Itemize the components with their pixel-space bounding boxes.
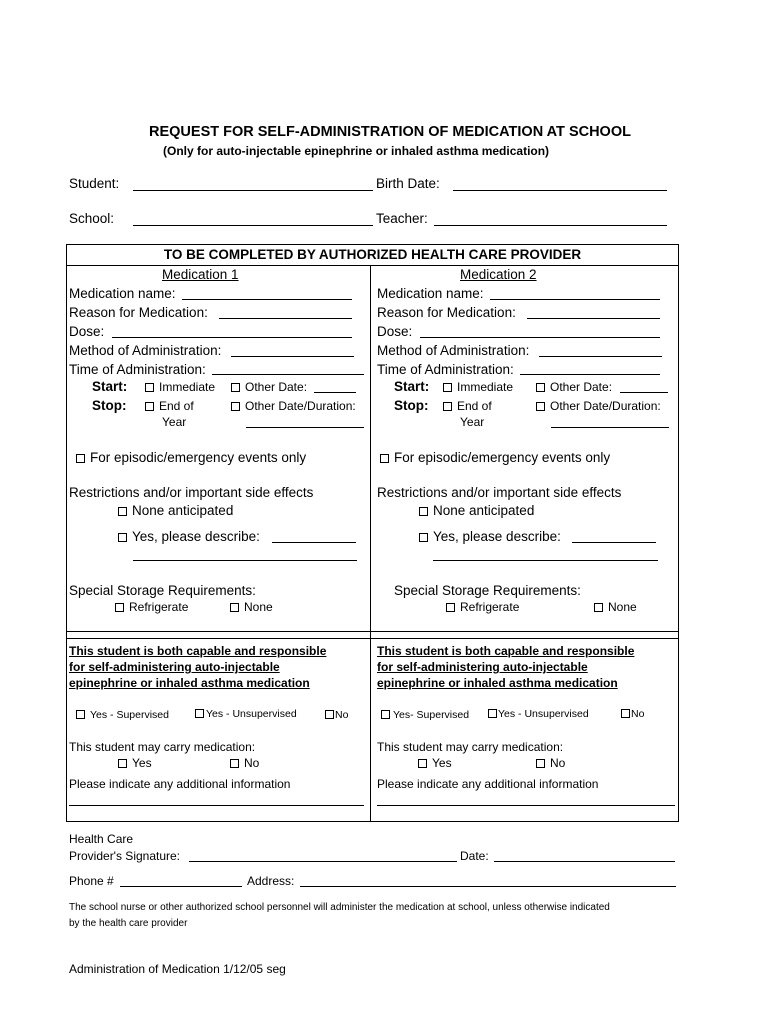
med2-refrigerate-option[interactable] — [446, 600, 519, 614]
med2-immediate-option[interactable] — [443, 380, 513, 394]
checkbox-icon[interactable] — [145, 402, 154, 411]
col1-carry-yes-option[interactable] — [118, 756, 152, 770]
phone-label: Phone # — [69, 874, 114, 888]
col1-no-label: No — [335, 709, 349, 721]
checkbox-icon[interactable] — [231, 402, 240, 411]
page-subtitle: (Only for auto-injectable epinephrine or inhaled asthma medication) — [163, 144, 550, 158]
med2-restrictions-label: Restrictions and/or important side effects — [377, 485, 622, 500]
double-rule-bottom — [66, 638, 679, 639]
capable-statement-2-line2: for self-administering auto-injectable — [377, 660, 588, 674]
med1-end-of-year-option[interactable] — [145, 399, 194, 413]
med2-time-label: Time of Administration: — [377, 362, 514, 377]
med1-yes-describe-option[interactable] — [118, 529, 260, 545]
med1-none-anticipated-option[interactable] — [118, 503, 233, 519]
med1-none-option[interactable] — [230, 600, 273, 614]
health-care-label: Health Care — [69, 832, 134, 846]
capable-statement-2-line1: This student is both capable and responsible — [377, 644, 635, 658]
med1-other-duration-field[interactable] — [246, 427, 364, 428]
med2-immediate-label: Immediate — [457, 380, 514, 394]
med1-other-date-label: Other Date: — [245, 380, 308, 394]
student-label: Student: — [69, 176, 120, 191]
med2-reason-label: Reason for Medication: — [377, 305, 516, 320]
checkbox-icon[interactable] — [230, 603, 239, 612]
med2-reason-field[interactable] — [527, 318, 660, 319]
checkbox-icon[interactable] — [195, 709, 204, 718]
med1-restrictions-label: Restrictions and/or important side effects — [69, 485, 314, 500]
med2-none-option[interactable] — [594, 600, 637, 614]
col1-yes-unsupervised-option[interactable] — [195, 708, 297, 721]
med1-none-anticipated-label: None anticipated — [132, 503, 234, 518]
provider-signature-field[interactable] — [189, 861, 457, 862]
col1-may-carry-label: This student may carry medication: — [69, 740, 256, 754]
checkbox-icon[interactable] — [145, 383, 154, 392]
med1-reason-label: Reason for Medication: — [69, 305, 208, 320]
birth-date-label: Birth Date: — [376, 176, 440, 191]
med2-other-duration-label: Other Date/Duration: — [550, 399, 661, 413]
med1-name-field[interactable] — [182, 299, 352, 300]
med1-reason-field[interactable] — [219, 318, 352, 319]
capable-statement-2-line3: epinephrine or inhaled asthma medication — [377, 676, 618, 690]
col1-yes-supervised-option[interactable] — [76, 709, 169, 722]
med1-storage-label: Special Storage Requirements: — [69, 583, 256, 598]
med1-other-duration-option[interactable] — [231, 399, 356, 413]
med1-episodic-option[interactable] — [76, 450, 306, 466]
med2-method-label: Method of Administration: — [377, 343, 530, 358]
checkbox-icon[interactable] — [76, 454, 85, 463]
checkbox-icon[interactable] — [536, 383, 545, 392]
med1-other-duration-label: Other Date/Duration: — [245, 399, 356, 413]
med2-yes-describe-option[interactable] — [419, 529, 561, 545]
section-header-divider — [66, 265, 679, 266]
col2-yes-unsupervised-label: Yes - Unsupervised — [498, 708, 589, 720]
school-label: School: — [69, 211, 115, 226]
provider-signature-label: Provider's Signature: — [69, 849, 181, 863]
col2-carry-yes-option[interactable] — [418, 756, 452, 770]
med2-yes-describe-label: Yes, please describe: — [433, 529, 561, 544]
page-title: REQUEST FOR SELF-ADMINISTRATION OF MEDICATION AT SCHOOL — [149, 124, 631, 140]
checkbox-icon[interactable] — [621, 709, 630, 718]
col2-no-label: No — [631, 708, 645, 720]
teacher-field[interactable] — [434, 225, 667, 226]
med1-dose-field[interactable] — [112, 337, 352, 338]
col1-yes-supervised-label: Yes - Supervised — [90, 709, 169, 721]
med2-other-date-option[interactable] — [536, 380, 612, 394]
col2-yes-supervised-option[interactable] — [381, 709, 469, 722]
column-divider — [370, 265, 371, 822]
col2-additional-info-label: Please indicate any additional information — [377, 777, 599, 791]
med2-other-date-label: Other Date: — [550, 380, 613, 394]
med2-end-of-year-option[interactable] — [443, 399, 492, 413]
footnote-line2: by the health care provider — [69, 918, 188, 929]
med1-refrigerate-option[interactable] — [115, 600, 188, 614]
med1-episodic-label: For episodic/emergency events only — [90, 450, 307, 465]
checkbox-icon[interactable] — [325, 710, 334, 719]
col2-yes-supervised-label: Yes- Supervised — [393, 709, 470, 721]
birth-date-field[interactable] — [453, 190, 667, 191]
med1-dose-label: Dose: — [69, 324, 105, 339]
school-field[interactable] — [133, 225, 373, 226]
phone-field[interactable] — [120, 886, 242, 887]
checkbox-icon[interactable] — [118, 507, 127, 516]
med2-other-duration-option[interactable] — [536, 399, 661, 413]
med2-none-label: None — [608, 600, 637, 614]
col2-may-carry-label: This student may carry medication: — [377, 740, 564, 754]
date-field[interactable] — [494, 861, 675, 862]
med2-episodic-label: For episodic/emergency events only — [394, 450, 611, 465]
med1-time-field[interactable] — [212, 374, 364, 375]
medication-1-title: Medication 1 — [162, 267, 239, 282]
col1-yes-unsupervised-label: Yes - Unsupervised — [206, 708, 297, 720]
checkbox-icon[interactable] — [419, 507, 428, 516]
col1-additional-field[interactable] — [69, 805, 364, 806]
col1-no-option[interactable] — [325, 709, 348, 722]
capable-statement-1-line1: This student is both capable and responsible — [69, 644, 327, 658]
med1-none-label: None — [244, 600, 273, 614]
col2-no-option[interactable] — [621, 708, 644, 721]
checkbox-icon[interactable] — [488, 709, 497, 718]
med1-immediate-label: Immediate — [159, 380, 216, 394]
med1-name-label: Medication name: — [69, 286, 176, 301]
checkbox-icon[interactable] — [536, 402, 545, 411]
checkbox-icon[interactable] — [231, 383, 240, 392]
med1-yes-describe-label: Yes, please describe: — [132, 529, 260, 544]
checkbox-icon[interactable] — [446, 603, 455, 612]
col1-carry-no-label: No — [244, 756, 260, 770]
med1-start-label: Start: — [92, 379, 128, 394]
capable-statement-1-line2: for self-administering auto-injectable — [69, 660, 280, 674]
capable-statement-1-line3: epinephrine or inhaled asthma medication — [69, 676, 310, 690]
med2-other-duration-field[interactable] — [551, 427, 669, 428]
med2-end-of-label: End of — [457, 399, 492, 413]
med2-time-field[interactable] — [520, 374, 660, 375]
checkbox-icon[interactable] — [443, 383, 452, 392]
form-footer: Administration of Medication 1/12/05 seg — [69, 962, 286, 976]
teacher-label: Teacher: — [376, 211, 428, 226]
med1-other-date-option[interactable] — [231, 380, 307, 394]
checkbox-icon[interactable] — [381, 710, 390, 719]
med1-describe-field-2[interactable] — [133, 560, 357, 561]
col2-carry-no-option[interactable] — [536, 756, 565, 770]
med2-start-label: Start: — [394, 379, 430, 394]
checkbox-icon[interactable] — [76, 710, 85, 719]
col1-carry-yes-label: Yes — [132, 756, 152, 770]
med1-time-label: Time of Administration: — [69, 362, 206, 377]
col1-additional-info-label: Please indicate any additional information — [69, 777, 291, 791]
med2-describe-field-2[interactable] — [433, 560, 658, 561]
col2-yes-unsupervised-option[interactable] — [488, 708, 589, 721]
med2-year-label: Year — [460, 415, 485, 429]
med1-end-of-label: End of — [159, 399, 194, 413]
med1-refrigerate-label: Refrigerate — [129, 600, 189, 614]
med2-none-anticipated-label: None anticipated — [433, 503, 535, 518]
address-field[interactable] — [300, 886, 676, 887]
med2-refrigerate-label: Refrigerate — [460, 600, 520, 614]
checkbox-icon[interactable] — [380, 454, 389, 463]
med2-none-anticipated-option[interactable] — [419, 503, 534, 519]
col1-carry-no-option[interactable] — [230, 756, 259, 770]
checkbox-icon[interactable] — [419, 533, 428, 542]
section-header: TO BE COMPLETED BY AUTHORIZED HEALTH CARE PROVIDER — [163, 247, 582, 262]
med1-method-label: Method of Administration: — [69, 343, 222, 358]
med1-other-date-field[interactable] — [314, 392, 356, 393]
med1-year-label: Year — [162, 415, 187, 429]
student-field[interactable] — [133, 190, 373, 191]
date-label: Date: — [460, 849, 489, 863]
checkbox-icon[interactable] — [230, 759, 239, 768]
med1-method-field[interactable] — [231, 356, 354, 357]
med2-method-field[interactable] — [539, 356, 662, 357]
med2-name-field[interactable] — [490, 299, 660, 300]
checkbox-icon[interactable] — [118, 759, 127, 768]
checkbox-icon[interactable] — [536, 759, 545, 768]
col2-carry-no-label: No — [550, 756, 566, 770]
med1-immediate-option[interactable] — [145, 380, 215, 394]
med2-name-label: Medication name: — [377, 286, 484, 301]
med2-episodic-option[interactable] — [380, 450, 610, 466]
col2-additional-field[interactable] — [377, 805, 675, 806]
med1-stop-label: Stop: — [92, 398, 127, 413]
double-rule-top — [66, 631, 679, 632]
checkbox-icon[interactable] — [418, 759, 427, 768]
med2-describe-field[interactable] — [572, 542, 656, 543]
med1-describe-field[interactable] — [272, 542, 356, 543]
checkbox-icon[interactable] — [118, 533, 127, 542]
medication-2-title: Medication 2 — [460, 267, 537, 282]
med2-stop-label: Stop: — [394, 398, 429, 413]
med2-other-date-field[interactable] — [620, 392, 668, 393]
med2-storage-label: Special Storage Requirements: — [394, 583, 581, 598]
checkbox-icon[interactable] — [594, 603, 603, 612]
med2-dose-field[interactable] — [420, 337, 660, 338]
checkbox-icon[interactable] — [115, 603, 124, 612]
footnote-line1: The school nurse or other authorized school personnel will administer the medication at school, unless otherwise indicated — [69, 902, 610, 913]
col2-carry-yes-label: Yes — [432, 756, 452, 770]
address-label: Address: — [247, 874, 295, 888]
med2-dose-label: Dose: — [377, 324, 413, 339]
checkbox-icon[interactable] — [443, 402, 452, 411]
